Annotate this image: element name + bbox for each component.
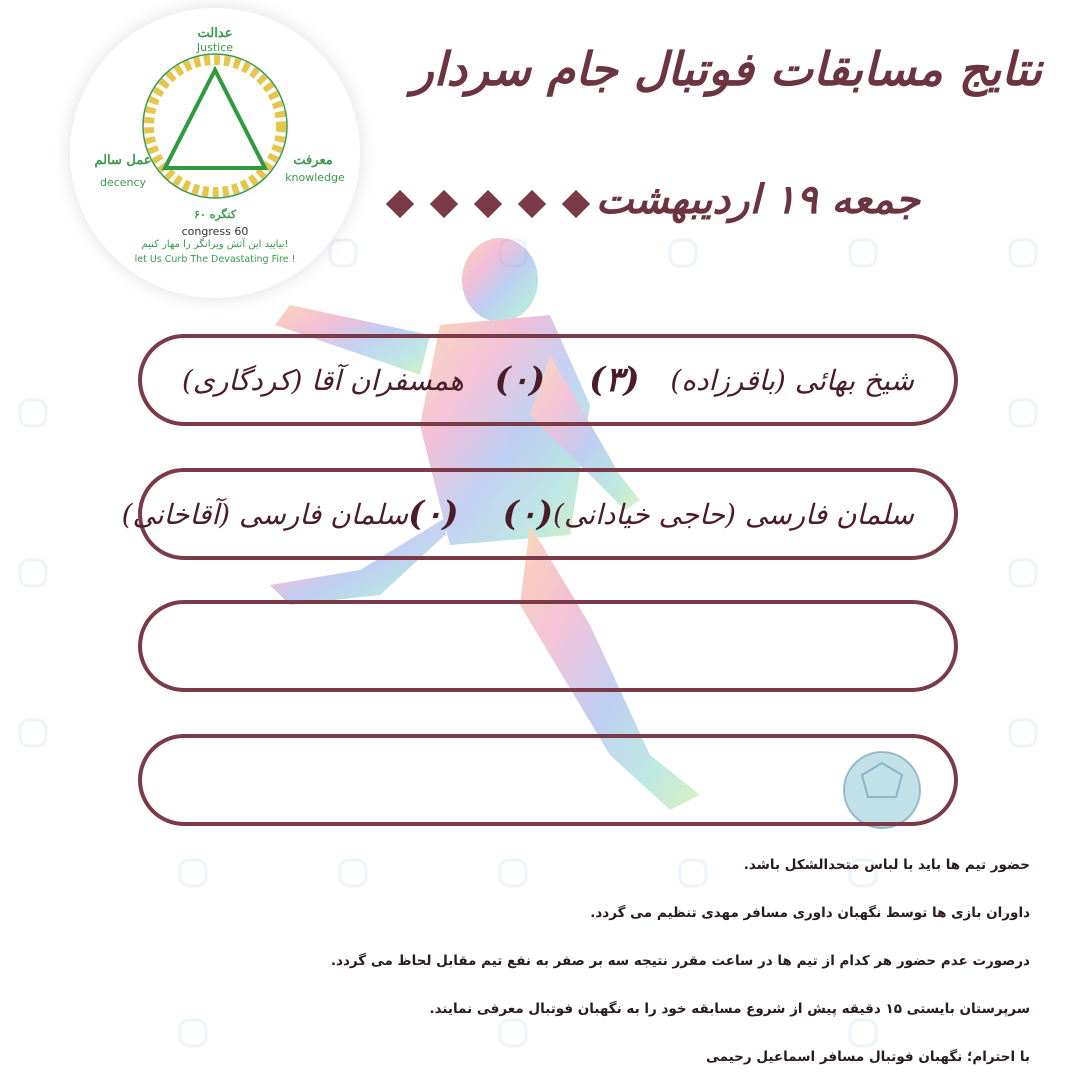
team-right: شیخ بهائی (باقرزاده) [670,363,914,397]
diamond-icon [386,190,414,218]
logo-decency-en: decency [99,176,147,189]
match-date: جمعه ۱۹ اردیبهشت [595,176,920,223]
logo-congress-en: congress 60 [181,225,249,238]
congress60-logo [70,8,360,298]
diamond-icon [562,190,590,218]
logo-slogan-fa: بیایید این آتش ویرانگر را مهار کنیم! [141,239,289,250]
rule-item: سرپرستان بایستی ۱۵ دقیقه پیش از شروع مسابقه خود را به نگهبان فوتبال معرفی نمایند. [429,1001,1030,1017]
score-left: (۰) [494,360,546,400]
team-left: همسفران آقا (کردگاری) [182,363,464,397]
logo-justice-en: Justice [196,41,234,54]
match-row-empty [138,600,958,692]
match-row [121,468,958,560]
logo-decency-fa: عمل سالم [94,153,152,168]
team-right: سلمان فارسی (حاجی خیادانی) [553,497,914,531]
diamond-separator [390,194,586,214]
logo-congress-fa: کنگره ۶۰ [193,208,237,221]
page-title: نتایج مسابقات فوتبال جام سردار [411,42,1042,96]
score-left: (۰) [408,494,459,534]
score-right: (۰) [502,494,554,534]
match-row-empty [138,734,958,826]
match-row [138,334,958,426]
rules-list [30,852,1030,1092]
score-right: (۳) [589,360,640,400]
diamond-icon [430,190,458,218]
signature-line: با احترام؛ نگهبان فوتبال مسافر اسماعیل رحیمی [705,1049,1030,1065]
logo-knowledge-en: knowledge [285,171,345,184]
rule-item: درصورت عدم حضور هر کدام از تیم ها در ساعت مقرر نتیجه سه بر صفر به نفع تیم مقابل لحاظ می گردد. [330,953,1030,969]
rule-item: داوران بازی ها توسط نگهبان داوری مسافر مهدی تنظیم می گردد. [590,905,1030,921]
rule-item: حضور تیم ها باید با لباس متحدالشکل باشد. [743,857,1030,873]
diamond-icon [518,190,546,218]
logo-slogan-en: let Us Curb The Devastating Fire ! [134,254,296,265]
team-left: سلمان فارسی (آقاخانی) [121,497,409,531]
diamond-icon [474,190,502,218]
logo-justice-fa: عدالت [197,26,233,41]
logo-knowledge-fa: معرفت [293,153,333,168]
